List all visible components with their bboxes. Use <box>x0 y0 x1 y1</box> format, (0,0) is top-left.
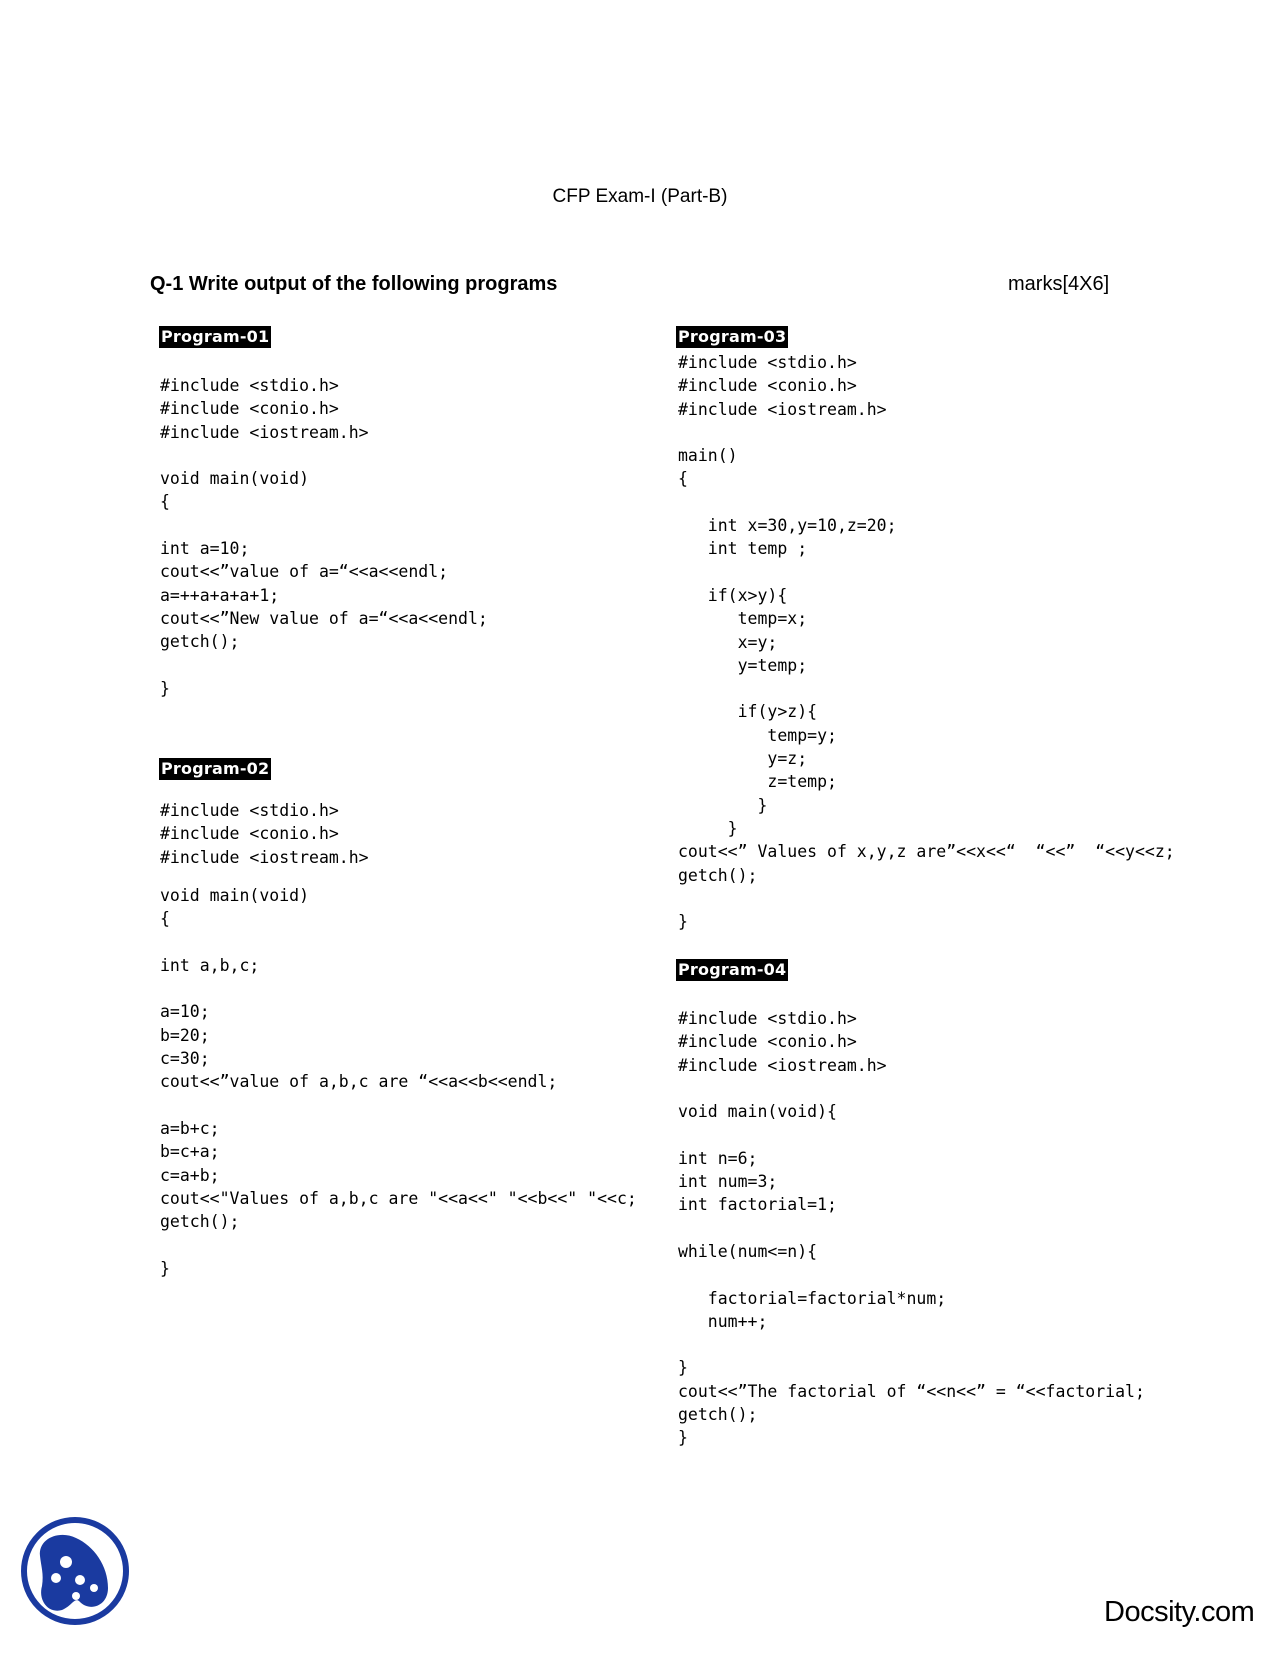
program-02-code: void main(void) { int a,b,c; a=10; b=20; c=30; cout<<”value of a,b,c are “<<a<<b<<endl; a=b+c; b=c+a; c=a+b; cout<<"Values of a,b,c are "<<a<<" "<<b<<" "<<c; getch(); } <box>160 886 637 1278</box>
page-title: CFP Exam-I (Part-B) <box>552 186 728 207</box>
docsity-logo-icon <box>20 1516 130 1626</box>
program-03-code: #include <stdio.h> #include <conio.h> #include <iostream.h> main() { int x=30,y=10,z=20; int temp ; if(x>y){ temp=x; x=y; y=temp; if(y>z){ temp=y; y=z; z=temp; } } cout<<” Values of x,y,z are”<<x<<“ “<<” “<<y<<z; getch(); } <box>678 353 1175 932</box>
program-03-label: Program-03 <box>678 327 787 346</box>
program-04-code: #include <stdio.h> #include <conio.h> #include <iostream.h> void main(void){ int n=6; int num=3; int factorial=1; while(num<=n){ factorial=factorial*num; num++; } cout<<”The factorial of “<<n<<” = “<<factorial; getch(); } <box>678 1009 1145 1448</box>
program-01-label: Program-01 <box>161 327 270 346</box>
program-02-includes: #include <stdio.h> #include <conio.h> #include <iostream.h> <box>160 801 369 867</box>
program-01-code: #include <stdio.h> #include <conio.h> #include <iostream.h> void main(void) { int a=10; cout<<”value of a=“<<a<<endl; a=++a+a+a+1; cout<<”New value of a=“<<a<<endl; getch(); } <box>160 376 488 698</box>
program-02-label: Program-02 <box>161 759 270 778</box>
question-heading: Q-1 Write output of the following programs <box>150 273 558 295</box>
marks-label: marks[4X6] <box>1008 273 1110 295</box>
program-04-label: Program-04 <box>678 960 787 979</box>
docsity-brand: Docsity.com <box>1104 1596 1255 1628</box>
